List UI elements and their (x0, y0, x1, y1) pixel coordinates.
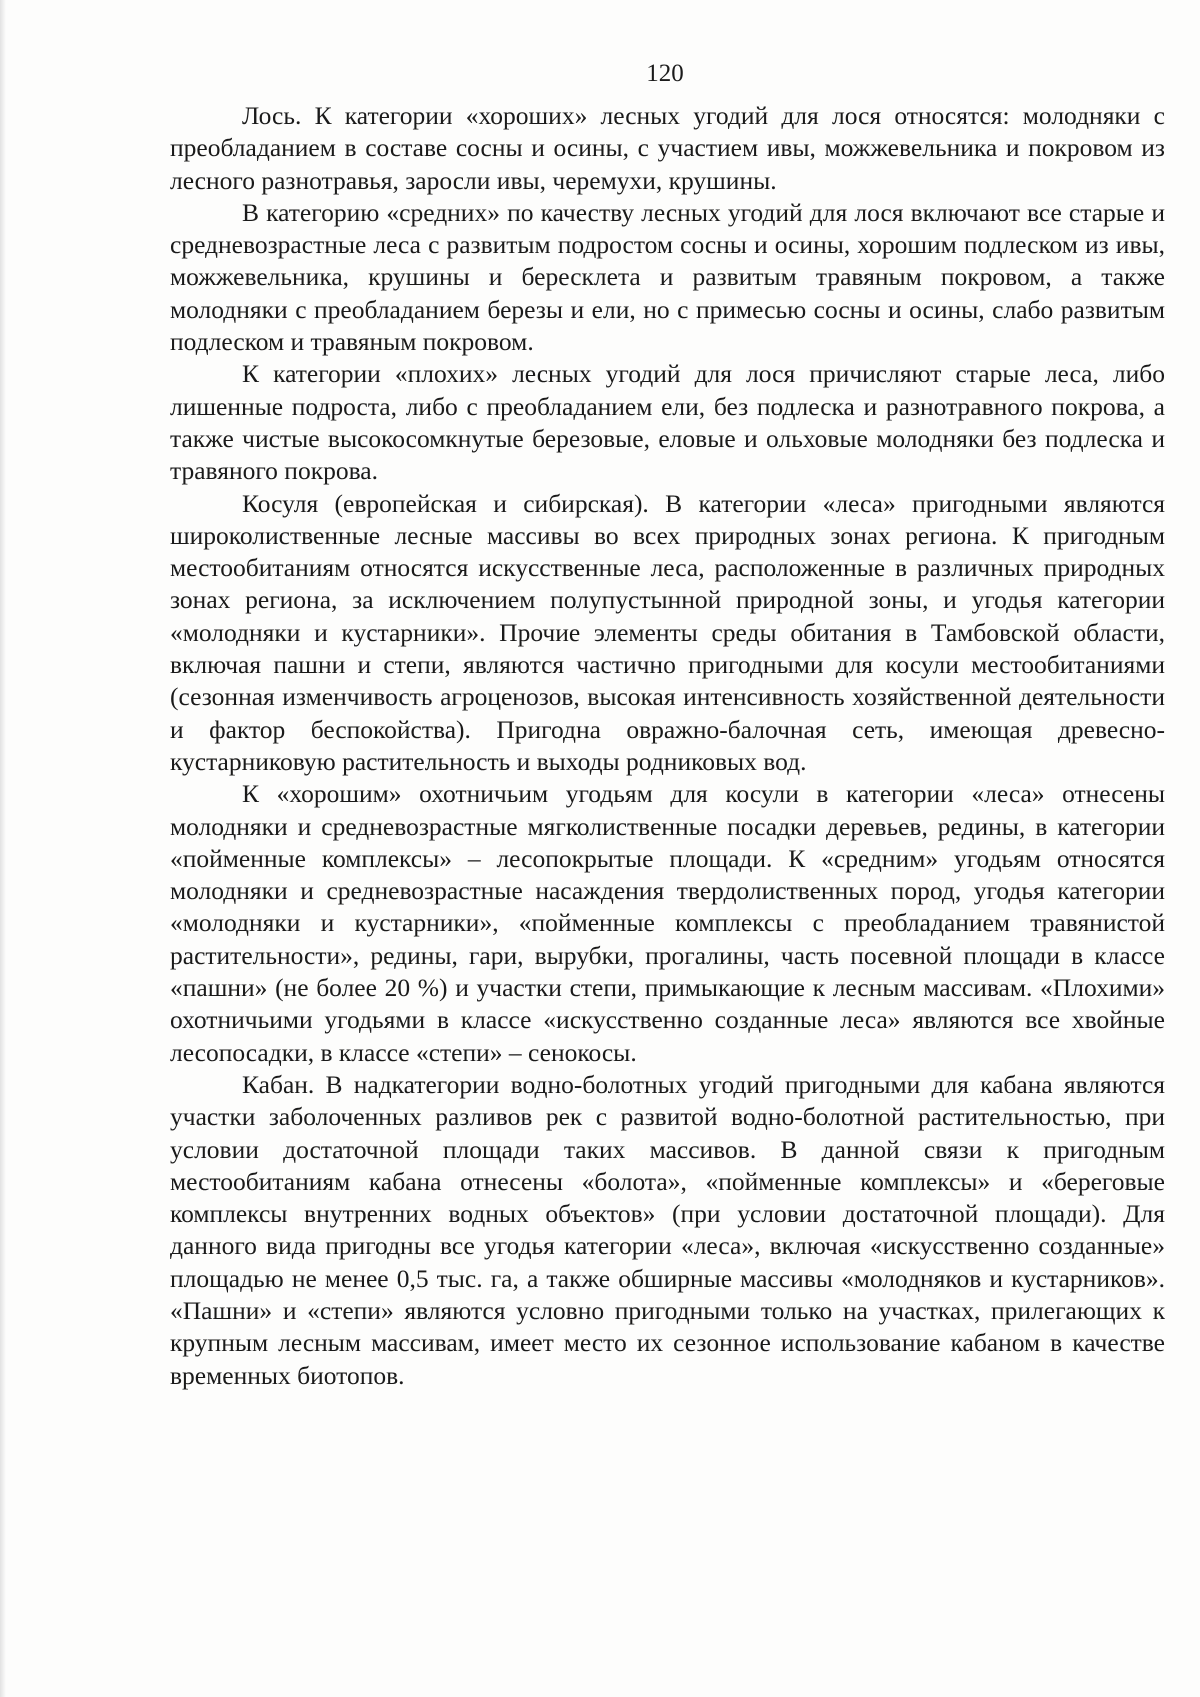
body-text (170, 100, 1165, 1392)
scan-edge-shadow (0, 0, 6, 1697)
paragraph-roe-deer-habitats: Косуля (европейская и сибирская). В категории «леса» пригодными являются широколиственные лесные массивы во всех природных зонах региона. К пригодным местообитаниям относятся искусственные леса, расположенные в различных природных зонах региона, за исключением полупустынной природной зоны, и угодья категории «молодняки и кустарники». Прочие элементы среды обитания в Тамбовской области, включая пашни и степи, являются частично пригодными для косули местообитаниями (сезонная изменчивость агроценозов, высокая интенсивность хозяйственной деятельности и фактор беспокойства). Пригодна овражно-балочная сеть, имеющая древесно-кустарниковую растительность и выходы родниковых вод. (170, 488, 1165, 776)
paragraph-moose-medium: В категорию «средних» по качеству лесных угодий для лося включают все старые и средневозрастные леса с развитым подростом сосны и осины, хорошим подлеском из ивы, можжевельника, крушины и бересклета и развитым травяным покровом, а также молодняки с преобладанием березы и ели, но с примесью сосны и осины, слабо развитым подлеском и травяным покровом. (170, 197, 1165, 357)
page-number: 120 (646, 60, 684, 87)
paragraph-moose-good: Лось. К категории «хороших» лесных угодий для лося относятся: молодняки с преобладанием в составе сосны и осины, с участием ивы, можжевельника и покровом из лесного разнотравья, заросли ивы, черемухи, крушины. (170, 101, 1165, 195)
paragraph-roe-deer-categories: К «хорошим» охотничьим угодьям для косули в категории «леса» отнесены молодняки и средневозрастные мягколиственные посадки деревьев, редины, в категории «пойменные комплексы» – лесопокрытые площади. К «средним» угодьям относятся молодняки и средневозрастные насаждения твердолиственных пород, угодья категории «молодняки и кустарники», «пойменные комплексы с преобладанием травянистой растительности», редины, гари, вырубки, прогалины, часть посевной площади в классе «пашни» (не более 20 %) и участки степи, примыкающие к лесным массивам. «Плохими» охотничьими угодьями в классе «искусственно созданные леса» являются все хвойные лесопосадки, в классе «степи» – сенокосы. (170, 779, 1165, 1067)
paragraph-moose-poor: К категории «плохих» лесных угодий для лося причисляют старые леса, либо лишенные подроста, либо с преобладанием ели, без подлеска и разнотравного покрова, а также чистые высокосомкнутые березовые, еловые и ольховые молодняки без подлеска и травяного покрова. (170, 359, 1165, 486)
paragraph-wild-boar: Кабан. В надкатегории водно-болотных угодий пригодными для кабана являются участки заболоченных разливов рек с развитой водно-болотной растительностью, при условии достаточной площади таких массивов. В данной связи к пригодным местообитаниям кабана отнесены «болота», «пойменные комплексы» и «береговые комплексы внутренних водных объектов» (при условии достаточной площади). Для данного вида пригодны все угодья категории «леса», включая «искусственно созданные» площадью не менее 0,5 тыс. га, а также обширные массивы «молодняков и кустарников». «Пашни» и «степи» являются условно пригодными только на участках, прилегающих к крупным лесным массивам, имеет место их сезонное использование кабаном в качестве временных биотопов. (170, 1069, 1165, 1390)
